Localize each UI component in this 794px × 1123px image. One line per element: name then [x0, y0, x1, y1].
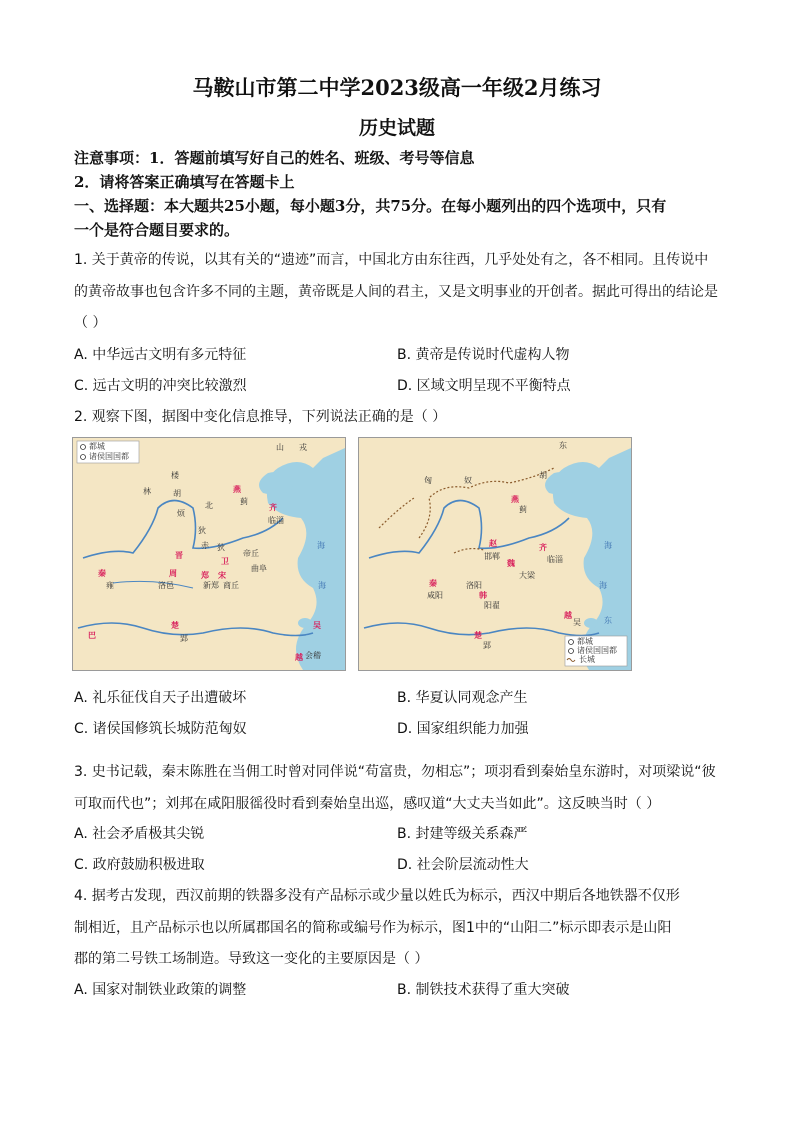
- q1-option-d: D. 区域文明呈现不平衡特点: [397, 378, 571, 394]
- map1-place-label: 郑: [201, 571, 209, 580]
- map1-place-label: 齐: [269, 503, 277, 512]
- map1-place-label: 北: [205, 501, 213, 510]
- map2-place-label: 阳翟: [484, 601, 500, 610]
- map1-place-label: 会稽: [305, 651, 321, 660]
- map1-place-label: 宋: [218, 571, 226, 580]
- map2-place-label: 楚: [474, 631, 482, 640]
- map2-place-label: 大梁: [519, 571, 535, 580]
- map1-place-label: 戎: [299, 443, 307, 452]
- map1-place-label: 胡: [173, 489, 181, 498]
- map1-place-label: 山: [276, 443, 284, 452]
- q3-option-a: A. 社会矛盾极其尖锐: [74, 826, 205, 842]
- q4-stem-line-1: 4. 据考古发现，西汉前期的铁器多没有产品标示或少量以姓氏为标示，西汉中期后各地铁器不仅形: [74, 888, 680, 904]
- map2-place-label: 郢: [483, 641, 491, 650]
- q1-option-b: B. 黄帝是传说时代虚构人物: [397, 347, 570, 363]
- q3-option-b: B. 封建等级关系森严: [397, 826, 528, 842]
- map1-place-label: 赤: [201, 541, 209, 550]
- map1-place-label: 郢: [180, 634, 188, 643]
- map2-legend-capital: 都城: [577, 637, 593, 646]
- map1-place-label: 周: [169, 569, 177, 578]
- map1-place-label: 烦: [177, 509, 185, 518]
- map2-place-label: 海: [599, 581, 607, 590]
- map1-place-label: 卫: [221, 557, 229, 566]
- q2-option-c: C. 诸侯国修筑长城防范匈奴: [74, 721, 247, 737]
- q1-stem-line-1: 1. 关于黄帝的传说，以其有关的“遗迹”而言，中国北方由东往西，几乎处处有之，各不相同。且传说中: [74, 252, 709, 268]
- map1-place-label: 洛邑: [158, 581, 174, 590]
- map2-place-label: 临淄: [547, 555, 563, 564]
- q4-stem-line-3: 郡的第二号铁工场制造。导致这一变化的主要原因是（ ）: [74, 951, 429, 967]
- map2-place-label: 海: [604, 541, 612, 550]
- map1-place-label: 蓟: [240, 497, 248, 506]
- section-heading-line-2: 一个是符合题目要求的。: [74, 221, 240, 239]
- map2-place-label: 燕: [511, 495, 519, 504]
- map1-place-label: 秦: [98, 569, 106, 578]
- map-spring-autumn: [72, 437, 346, 671]
- map1-place-label: 林: [143, 487, 151, 496]
- map-warring-states: [358, 437, 632, 671]
- great-wall-qin: [379, 498, 414, 528]
- map2-place-label: 魏: [507, 559, 515, 568]
- map1-place-label: 海: [317, 541, 325, 550]
- map1-legend-state-capital: 诸侯国国都: [89, 452, 129, 461]
- han-river: [113, 581, 193, 588]
- map2-place-label: 齐: [539, 543, 547, 552]
- q2-option-b: B. 华夏认同观念产生: [397, 690, 528, 706]
- map2-place-label: 韩: [479, 591, 487, 600]
- map1-place-label: 楼: [171, 471, 179, 480]
- notes-line-2: 2．请将答案正确填写在答题卡上: [74, 173, 295, 191]
- map1-legend-capital: 都城: [89, 442, 105, 451]
- map2-place-label: 蓟: [519, 505, 527, 514]
- q3-option-d: D. 社会阶层流动性大: [397, 857, 529, 873]
- map2-place-label: 东: [559, 441, 567, 450]
- map2-place-label: 吴: [573, 618, 581, 627]
- q1-stem-line-2: 的黄帝故事也包含许多不同的主题，黄帝既是人间的君主，又是文明事业的开创者。据此可得出的结论是: [74, 284, 718, 300]
- map2-place-label: 胡: [539, 471, 547, 480]
- map1-place-label: 晋: [175, 551, 183, 560]
- lake-taihu: [298, 618, 312, 628]
- map1-place-label: 楚: [171, 621, 179, 630]
- q3-stem-line-1: 3. 史书记载，秦末陈胜在当佣工时曾对同伴说“苟富贵，勿相忘”；项羽看到秦始皇东游时，对项梁说“彼: [74, 764, 716, 780]
- q4-stem-line-2: 制相近，且产品标示也以所属郡国名的简称或编号作为标示，图1中的“山阳二”标示即表示是山阳: [74, 920, 672, 936]
- map2-place-label: 洛阳: [466, 581, 482, 590]
- map1-place-label: 雍: [106, 581, 114, 590]
- q4-option-b: B. 制铁技术获得了重大突破: [397, 982, 570, 998]
- q1-option-c: C. 远古文明的冲突比较激烈: [74, 378, 247, 394]
- great-wall-wei: [454, 549, 484, 553]
- great-wall-north: [419, 468, 554, 538]
- page-title: 马鞍山市第二中学2023级高一年级2月练习: [192, 75, 602, 100]
- q4-option-a: A. 国家对制铁业政策的调整: [74, 982, 247, 998]
- map2-place-label: 越: [564, 611, 572, 620]
- map1-place-label: 越: [295, 653, 303, 662]
- q2-option-a: A. 礼乐征伐自天子出遭破坏: [74, 690, 247, 706]
- map1-place-label: 巴: [88, 631, 96, 640]
- map1-place-label: 商丘: [223, 581, 239, 590]
- notes-line-1: 注意事项：1．答题前填写好自己的姓名、班级、考号等信息: [74, 149, 475, 167]
- map1-place-label: 吴: [313, 621, 321, 630]
- map2-place-label: 邯郸: [484, 552, 500, 561]
- map2-place-label: 东: [604, 616, 612, 625]
- map1-place-label: 狄: [217, 543, 225, 552]
- map1-place-label: 海: [318, 581, 326, 590]
- yangtze-river: [78, 623, 313, 636]
- map1-place-label: 曲阜: [251, 564, 267, 573]
- q1-stem-line-3: （ ）: [74, 315, 107, 331]
- map1-place-label: 燕: [233, 485, 241, 494]
- map2-legend-state-capital: 诸侯国国都: [577, 646, 617, 655]
- map2-place-label: 赵: [489, 539, 497, 548]
- q1-option-a: A. 中华远古文明有多元特征: [74, 347, 247, 363]
- q2-stem: 2. 观察下图，据图中变化信息推导，下列说法正确的是（ ）: [74, 409, 447, 425]
- page-subtitle: 历史试题: [358, 117, 435, 139]
- map2-place-label: 秦: [429, 579, 437, 588]
- section-heading-line-1: 一、选择题：本大题共25小题，每小题3分，共75分。在每小题列出的四个选项中，只有: [74, 197, 667, 215]
- q2-option-d: D. 国家组织能力加强: [397, 721, 529, 737]
- map2-place-label: 匈: [424, 476, 432, 485]
- map2-legend-wall: 长城: [579, 655, 595, 664]
- map1-place-label: 帝丘: [243, 549, 259, 558]
- map1-place-label: 临淄: [268, 516, 284, 525]
- q3-option-c: C. 政府鼓励积极进取: [74, 857, 205, 873]
- map1-place-label: 新郑: [203, 581, 219, 590]
- map2-place-label: 奴: [464, 476, 472, 485]
- map1-place-label: 狄: [198, 526, 206, 535]
- map2-place-label: 咸阳: [427, 591, 443, 600]
- q3-stem-line-2: 可取而代也”；刘邦在咸阳服徭役时看到秦始皇出巡，感叹道“大丈夫当如此”。这反映当时（ ）: [74, 796, 661, 812]
- lake-taihu: [584, 618, 598, 628]
